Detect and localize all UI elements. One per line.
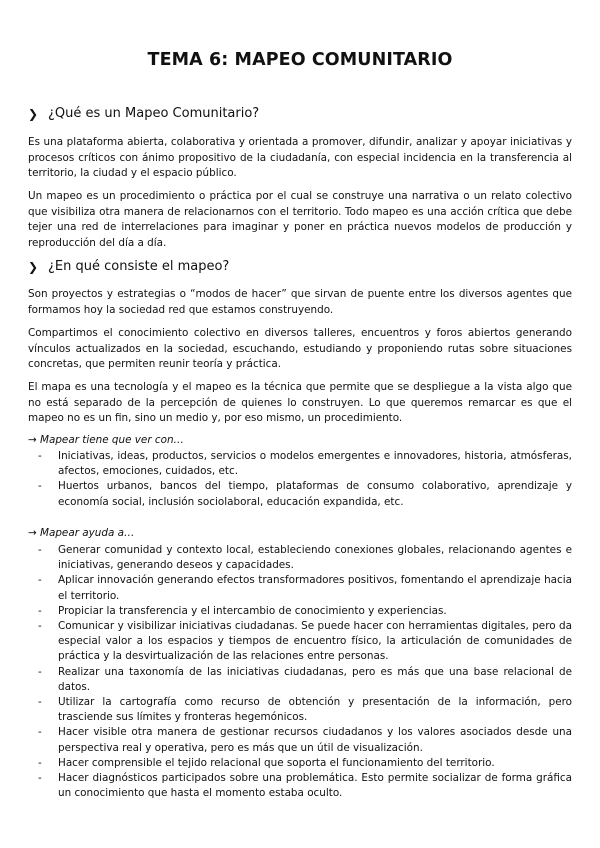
paragraph-4: Compartimos el conocimiento colectivo en diversos talleres, encuentros y foros abiertos generando vínculos actualizados en la sociedad, escuchando, estudiando y proponiendo rutas sobre situaciones concretas, que permiten reunir teoría y práctica. [28, 327, 572, 370]
list-item: - Comunicar y visibilizar iniciativas ciudadanas. Se puede hacer con herramientas digitales, pero da especial valor a los espacios y tiempos de encuentro físico, la articulación de comunidades de práctica y la desvirtualización de las relaciones entre personas. [28, 619, 572, 665]
list-item: - Propiciar la transferencia y el intercambio de conocimiento y experiencias. [28, 604, 572, 619]
paragraph-1: Es una plataforma abierta, colaborativa y orientada a promover, difundir, analizar y apoyar iniciativas y procesos críticos con ánimo propositivo de la ciudadanía, con especial incidencia en la transferencia al territorio, la ciudad y el espacio público. [28, 136, 572, 179]
list-item: - Generar comunidad y contexto local, estableciendo conexiones globales, relacionando agentes e iniciativas, generando deseos y capacidades. [28, 543, 572, 573]
chevron-right-icon: ❯ [28, 106, 39, 121]
list-1 [28, 449, 572, 510]
list-item: - Huertos urbanos, bancos del tiempo, plataformas de consumo colaborativo, aprendizaje y economía social, inclusión sociolaboral, educación expandida, etc. [28, 479, 572, 509]
page-title: TEMA 6: MAPEO COMUNITARIO [147, 50, 453, 70]
list-1-title: → Mapear tiene que ver con… [28, 434, 184, 446]
list-item: - Utilizar la cartografía como recurso de obtención y presentación de la información, pero trasciende sus límites y fronteras hegemónicos. [28, 695, 572, 725]
list-item: - Hacer diagnósticos participados sobre una problemática. Esto permite socializar de forma gráfica un conocimiento que hasta el momento estaba oculto. [28, 771, 572, 801]
list-item: - Aplicar innovación generando efectos transformadores positivos, fomentando el aprendizaje hacia el territorio. [28, 573, 572, 603]
list-2-title: → Mapear ayuda a… [28, 527, 135, 539]
list-item: - Iniciativas, ideas, productos, servicios o modelos emergentes e innovadores, historia, atmósferas, afectos, emociones, cuidados, etc. [28, 449, 572, 479]
section-heading-2-text: ¿En qué consiste el mapeo? [48, 259, 230, 274]
section-heading-2 [28, 259, 229, 274]
paragraph-3: Son proyectos y estrategias o “modos de hacer” que sirvan de puente entre los diversos agentes que formamos hoy la sociedad red que estamos construyendo. [28, 288, 572, 316]
section-heading-1 [28, 106, 259, 121]
paragraph-5: El mapa es una tecnología y el mapeo es la técnica que permite que se despliegue a la vista algo que no está separado de la percepción de quienes lo construyen. Lo que queremos remarcar es que el mapeo no es un fin, sino un medio y, por eso mismo, un procedimiento. [28, 381, 572, 424]
chevron-right-icon: ❯ [28, 259, 39, 274]
list-2 [28, 543, 572, 801]
list-item: - Hacer comprensible el tejido relacional que soporta el funcionamiento del territorio. [28, 756, 572, 771]
list-item: - Hacer visible otra manera de gestionar recursos ciudadanos y los valores asociados desde una perspectiva real y operativa, pero es más que un útil de visualización. [28, 725, 572, 755]
list-item: - Realizar una taxonomía de las iniciativas ciudadanas, pero es más que una base relacional de datos. [28, 665, 572, 695]
section-heading-1-text: ¿Qué es un Mapeo Comunitario? [48, 106, 260, 121]
paragraph-2: Un mapeo es un procedimiento o práctica por el cual se construye una narrativa o un relato colectivo que visibiliza otra manera de relacionarnos con el territorio. Todo mapeo es una acción crítica que debe tejer una red de interrelaciones para imaginar y poner en práctica nuevos modelos de producción y reproducción del día a día. [28, 190, 572, 249]
